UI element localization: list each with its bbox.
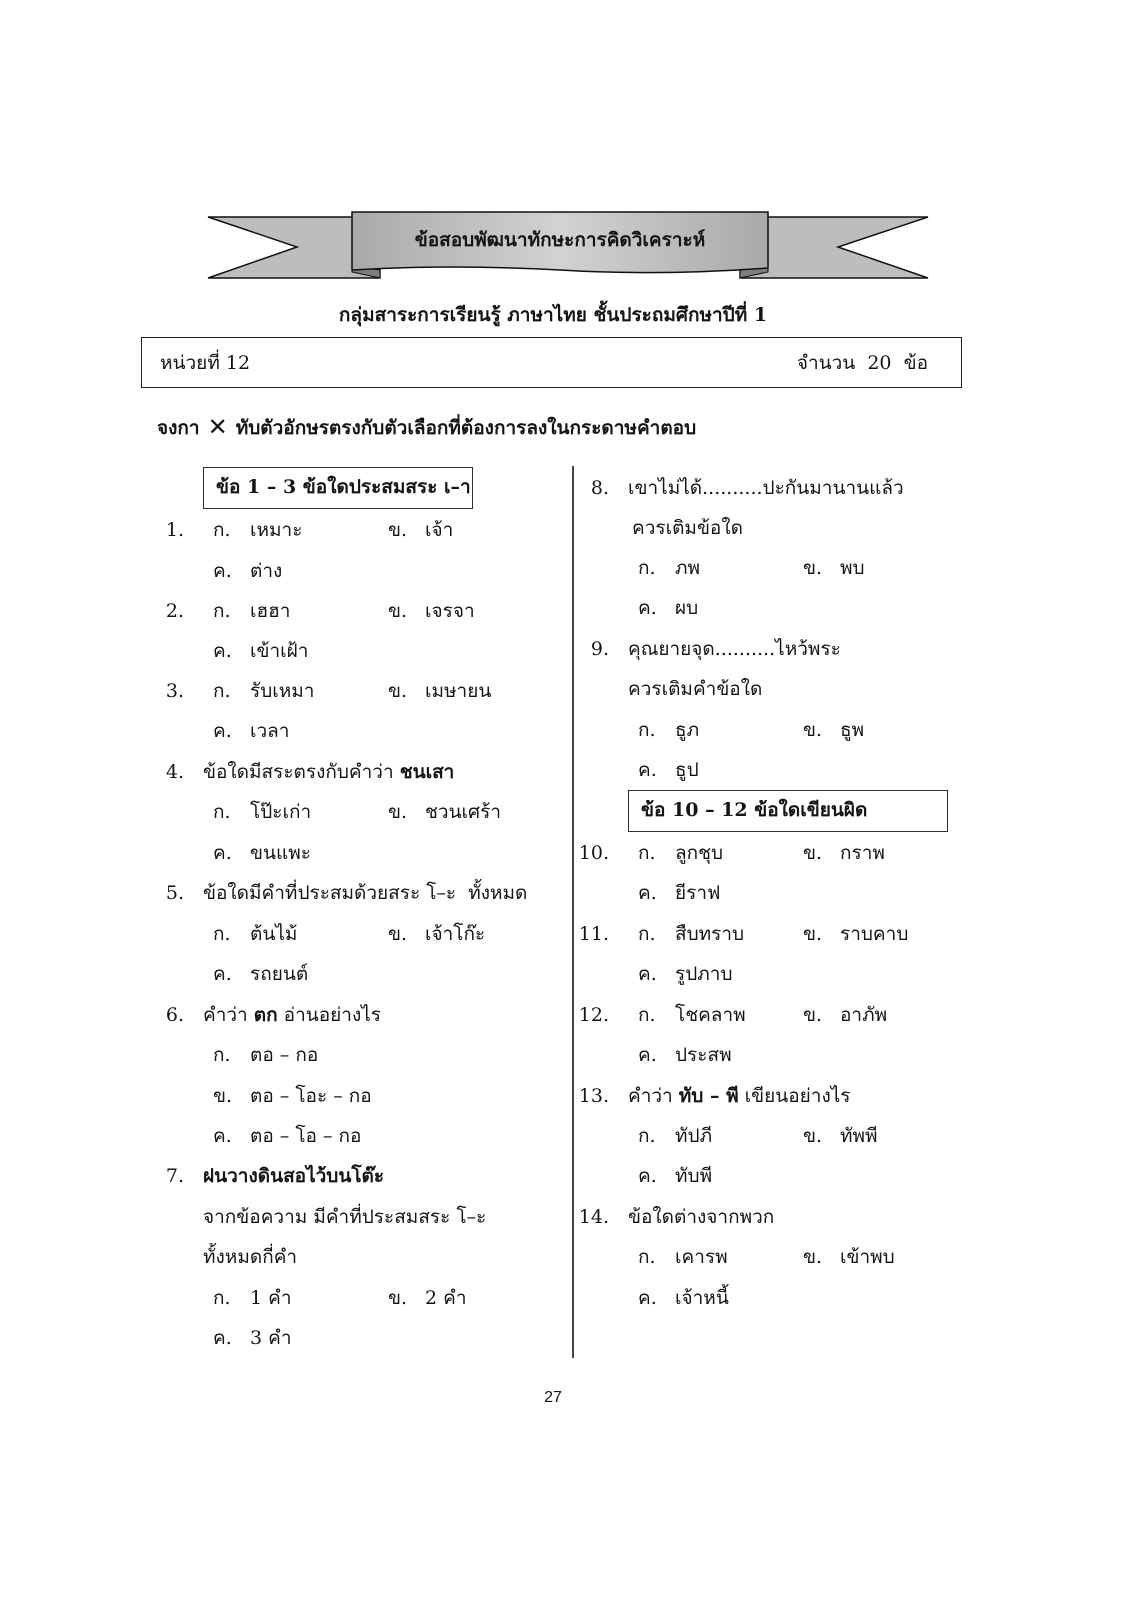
- choice-a-text: เหมาะ: [250, 519, 303, 541]
- choice-c-label: ค.: [638, 1287, 657, 1309]
- choice-b-label: ข.: [388, 519, 408, 541]
- stem-line: ทั้งหมดกี่คำ: [203, 1246, 298, 1268]
- choice-b-label: ข.: [803, 1125, 823, 1147]
- stem-line: ควรเติมข้อใด: [632, 517, 743, 539]
- choice-a-label: ก.: [638, 1004, 656, 1026]
- question-number: 13.: [578, 1085, 609, 1107]
- stem-post-text: อ่านอย่างไร: [283, 1004, 381, 1026]
- choice-a-text: ลูกชุบ: [675, 842, 724, 864]
- choice-c-label: ค.: [638, 597, 657, 619]
- choice-b-label: ข.: [388, 801, 408, 823]
- section-box-10-12: ข้อ 10 – 12 ข้อใดเขียนผิด: [628, 790, 948, 832]
- choice-c-text: ประสพ: [675, 1044, 732, 1066]
- question-number: 14.: [578, 1206, 609, 1228]
- choice-c-label: ค.: [213, 720, 232, 742]
- question-number: 10.: [578, 842, 609, 864]
- question-13-choices: [0, 1122, 1132, 1150]
- choice-b-label: ข.: [803, 557, 823, 579]
- choice-c-text: 3 คำ: [250, 1327, 292, 1349]
- choice-a-text: โป๊ะเก่า: [250, 801, 312, 823]
- choice-b-label: ข.: [213, 1085, 233, 1107]
- question-number: 12.: [578, 1004, 609, 1026]
- choice-a-label: ก.: [213, 1044, 231, 1066]
- question-12: [0, 1001, 1132, 1029]
- stem-line: คุณยายจุด..........ไหว้พระ: [628, 638, 841, 660]
- choice-a-label: ก.: [638, 923, 656, 945]
- choice-a-label: ก.: [213, 923, 231, 945]
- question-14-choices: [0, 1243, 1132, 1271]
- stem-text: คำว่า: [203, 1004, 248, 1026]
- choice-a-label: ก.: [638, 557, 656, 579]
- choice-b-label: ข.: [803, 1004, 823, 1026]
- question-number: 11.: [578, 923, 609, 945]
- stem-bold-word: ตก: [253, 1004, 278, 1026]
- choice-b-text: เข้าพบ: [840, 1246, 895, 1268]
- choice-b-text: ชวนเศร้า: [425, 801, 501, 823]
- choice-a-text: ภพ: [675, 557, 701, 579]
- choice-c-text: ต่าง: [250, 560, 283, 582]
- question-number: 5.: [165, 882, 184, 904]
- choice-b-text: ตอ – โอะ – กอ: [250, 1085, 372, 1107]
- banner-ribbon: [0, 0, 1132, 300]
- choice-a-label: ก.: [638, 1125, 656, 1147]
- instruction: [157, 413, 696, 441]
- question-stem-bold: ฝนวางดินสอไว้บนโต๊ะ: [203, 1165, 385, 1187]
- question-9-stem-line-2: [0, 675, 1132, 703]
- choice-b-label: ข.: [803, 1246, 823, 1268]
- question-stem: ข้อใดมีคำที่ประสมด้วยสระ โ–ะ ทั้งหมด: [203, 882, 528, 904]
- choice-c-text: เข้าเฝ้า: [250, 640, 309, 662]
- choice-a-label: ก.: [213, 519, 231, 541]
- choice-a-label: ก.: [638, 719, 656, 741]
- stem-line: เขาไม่ได้..........ปะกันมานานแล้ว: [628, 477, 904, 499]
- choice-b-label: ข.: [388, 1287, 408, 1309]
- choice-a-text: 1 คำ: [250, 1287, 292, 1309]
- choice-c-text: ขนแพะ: [250, 842, 311, 864]
- question-number: 1.: [165, 519, 184, 541]
- question-number: 3.: [165, 680, 184, 702]
- choice-b-text: 2 คำ: [425, 1287, 467, 1309]
- choice-b-text: เจ้า: [425, 519, 454, 541]
- question-number: 4.: [165, 761, 184, 783]
- choice-c-label: ค.: [638, 1165, 657, 1187]
- choice-b-label: ข.: [803, 719, 823, 741]
- choice-a-text: ต้นไม้: [250, 923, 298, 945]
- question-number: 2.: [165, 600, 184, 622]
- page-number: 27: [544, 1389, 562, 1406]
- choice-a-text: รับเหมา: [250, 680, 315, 702]
- choice-b-text: เจรจา: [425, 600, 475, 622]
- stem-text: ข้อใดมีสระตรงกับคำว่า: [203, 761, 394, 783]
- choice-a-label: ก.: [213, 600, 231, 622]
- question-7-choice-c: [0, 1324, 1132, 1352]
- choice-c-text: เจ้าหนี้: [675, 1287, 729, 1309]
- choice-c-label: ค.: [638, 882, 657, 904]
- choice-c-text: รูปภาบ: [675, 963, 733, 985]
- unit-label: หน่วยที่ 12: [160, 352, 251, 374]
- question-8-choice-c: [0, 594, 1132, 622]
- choice-c-label: ค.: [638, 759, 657, 781]
- choice-a-text: เฮฮา: [250, 600, 291, 622]
- choice-b-text: พบ: [840, 557, 865, 579]
- choice-c-label: ค.: [213, 963, 232, 985]
- question-stem: ข้อใดต่างจากพวก: [628, 1206, 775, 1228]
- choice-a-text: สืบทราบ: [675, 923, 745, 945]
- question-13-choice-c: [0, 1162, 1132, 1190]
- question-13: [0, 1082, 1132, 1110]
- choice-c-text: ธูป: [675, 759, 699, 781]
- question-number: 9.: [590, 638, 609, 660]
- choice-a-label: ก.: [213, 1287, 231, 1309]
- question-11: [0, 920, 1132, 948]
- choice-a-text: โชคลาพ: [675, 1004, 746, 1026]
- choice-a-text: ตอ – กอ: [250, 1044, 319, 1066]
- question-4-choices: [0, 798, 1132, 826]
- choice-b-text: เมษายน: [425, 680, 492, 702]
- question-12-choice-c: [0, 1041, 1132, 1069]
- choice-c-text: ยีราฟ: [675, 882, 721, 904]
- choice-b-text: ธูพ: [840, 719, 865, 741]
- choice-b-label: ข.: [803, 842, 823, 864]
- question-8-stem-line-2: [0, 514, 1132, 542]
- choice-a-text: เคารพ: [675, 1246, 728, 1268]
- choice-c-text: ผบ: [675, 597, 699, 619]
- section-box-1-3: ข้อ 1 – 3 ข้อใดประสมสระ เ–า: [203, 467, 473, 509]
- question-10: [0, 839, 1132, 867]
- choice-c-text: ตอ – โอ – กอ: [250, 1125, 362, 1147]
- question-number: 6.: [165, 1004, 184, 1026]
- question-9-choice-c: [0, 756, 1132, 784]
- choice-c-label: ค.: [213, 842, 232, 864]
- choice-b-label: ข.: [388, 923, 408, 945]
- subtitle: กลุ่มสาระการเรียนรู้ ภาษาไทย ชั้นประถมศึกษาปีที่ 1: [338, 304, 768, 326]
- stem-line: จากข้อความ มีคำที่ประสมสระ โ–ะ: [203, 1206, 487, 1228]
- stem-line: ควรเติมคำข้อใด: [628, 678, 763, 700]
- banner-title: ข้อสอบพัฒนาทักษะการคิดวิเคราะห์: [414, 229, 706, 251]
- question-11-choice-c: [0, 960, 1132, 988]
- choice-c-label: ค.: [213, 1125, 232, 1147]
- choice-b-label: ข.: [803, 923, 823, 945]
- question-10-choice-c: [0, 879, 1132, 907]
- choice-a-text: ธูภ: [675, 719, 700, 741]
- choice-b-text: อาภัพ: [840, 1004, 888, 1026]
- unit-box: [141, 337, 962, 388]
- choice-a-label: ก.: [213, 801, 231, 823]
- question-stem: [628, 1082, 851, 1110]
- choice-b-text: เจ้าโก๊ะ: [425, 923, 486, 945]
- instruction-after: ทับตัวอักษรตรงกับตัวเลือกที่ต้องการลงในกระดาษคำตอบ: [235, 417, 697, 439]
- stem-bold-word: ทับ – พี: [678, 1085, 739, 1107]
- question-number: 7.: [165, 1165, 184, 1187]
- question-9-choices: [0, 716, 1132, 744]
- choice-b-text: กราพ: [840, 842, 885, 864]
- choice-b-label: ข.: [388, 680, 408, 702]
- choice-c-label: ค.: [213, 560, 232, 582]
- choice-a-label: ก.: [638, 1246, 656, 1268]
- stem-post-text: เขียนอย่างไร: [744, 1085, 851, 1107]
- choice-c-text: ทับพี: [675, 1165, 713, 1187]
- choice-a-text: ทัปภี: [675, 1125, 713, 1147]
- choice-a-label: ก.: [638, 842, 656, 864]
- question-8: [0, 474, 1132, 502]
- choice-b-text: ทัพพี: [840, 1125, 878, 1147]
- question-number: 8.: [590, 477, 609, 499]
- question-14: [0, 1203, 1132, 1231]
- cross-mark-icon: ✕: [207, 413, 228, 441]
- stem-text: คำว่า: [628, 1085, 673, 1107]
- question-count: จำนวน 20 ข้อ: [796, 352, 928, 374]
- choice-c-label: ค.: [638, 963, 657, 985]
- choice-a-label: ก.: [213, 680, 231, 702]
- choice-c-label: ค.: [638, 1044, 657, 1066]
- question-14-choice-c: [0, 1284, 1132, 1312]
- question-8-choices: [0, 554, 1132, 582]
- instruction-before: จงกา: [157, 417, 200, 439]
- choice-b-text: ราบคาบ: [840, 923, 909, 945]
- choice-b-label: ข.: [388, 600, 408, 622]
- choice-c-label: ค.: [213, 640, 232, 662]
- stem-bold-word: ชนเสา: [399, 761, 455, 783]
- choice-c-label: ค.: [213, 1327, 232, 1349]
- choice-c-text: เวลา: [250, 720, 290, 742]
- choice-c-text: รถยนต์: [250, 963, 309, 985]
- question-9: [0, 635, 1132, 663]
